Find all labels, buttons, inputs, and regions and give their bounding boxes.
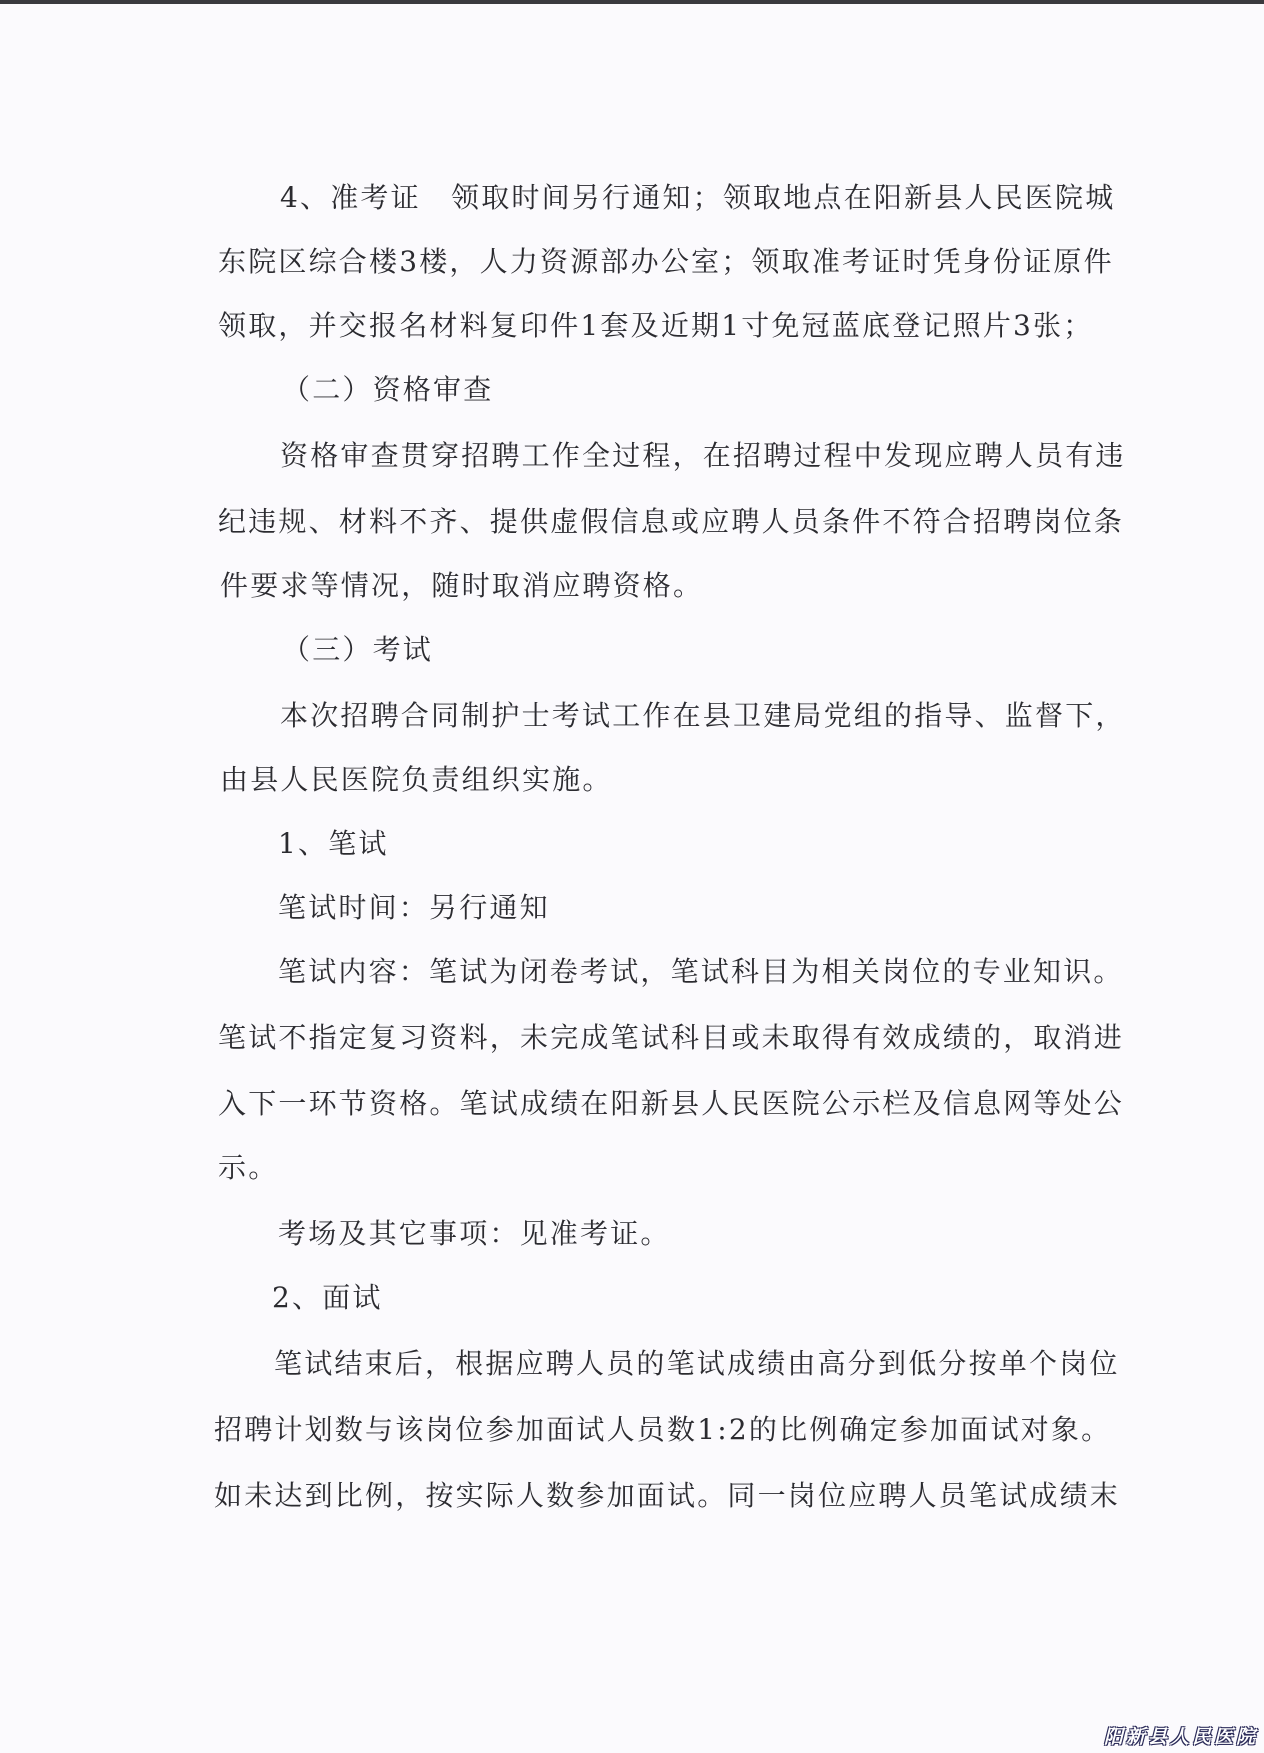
section-heading: （三）考试	[282, 633, 434, 666]
text-line: 由县人民医院负责组织实施。	[220, 763, 613, 796]
text-line: 笔试时间：另行通知	[278, 891, 550, 924]
text-line: 示。	[218, 1151, 279, 1184]
text-line: 东院区综合楼3楼，人力资源部办公室；领取准考证时凭身份证原件	[218, 245, 1114, 278]
text-line: 4、准考证 领取时间另行通知；领取地点在阳新县人民医院城	[280, 181, 1116, 214]
text-line: 招聘计划数与该岗位参加面试人员数1:2的比例确定参加面试对象。	[214, 1413, 1112, 1446]
text-line: 考场及其它事项：见准考证。	[278, 1217, 671, 1250]
text-line: 领取，并交报名材料复印件1套及近期1寸免冠蓝底登记照片3张；	[218, 309, 1094, 342]
section-heading: （二）资格审查	[282, 373, 494, 406]
text-line: 笔试内容：笔试为闭卷考试，笔试科目为相关岗位的专业知识。	[278, 955, 1124, 988]
text-line: 资格审查贯穿招聘工作全过程，在招聘过程中发现应聘人员有违	[280, 439, 1126, 472]
subsection-heading: 2、面试	[272, 1281, 383, 1314]
text-line: 本次招聘合同制护士考试工作在县卫建局党组的指导、监督下，	[280, 699, 1126, 732]
text-line: 件要求等情况，随时取消应聘资格。	[220, 569, 704, 602]
text-line: 入下一环节资格。笔试成绩在阳新县人民医院公示栏及信息网等处公	[218, 1087, 1125, 1120]
text-line: 纪违规、材料不齐、提供虚假信息或应聘人员条件不符合招聘岗位条	[218, 505, 1125, 538]
text-line: 笔试不指定复习资料，未完成笔试科目或未取得有效成绩的，取消进	[218, 1021, 1125, 1054]
subsection-heading: 1、笔试	[278, 827, 389, 860]
text-line: 如未达到比例，按实际人数参加面试。同一岗位应聘人员笔试成绩末	[214, 1479, 1121, 1512]
hospital-watermark: 阳新县人民医院	[1103, 1726, 1258, 1748]
text-line: 笔试结束后，根据应聘人员的笔试成绩由高分到低分按单个岗位	[274, 1347, 1120, 1380]
